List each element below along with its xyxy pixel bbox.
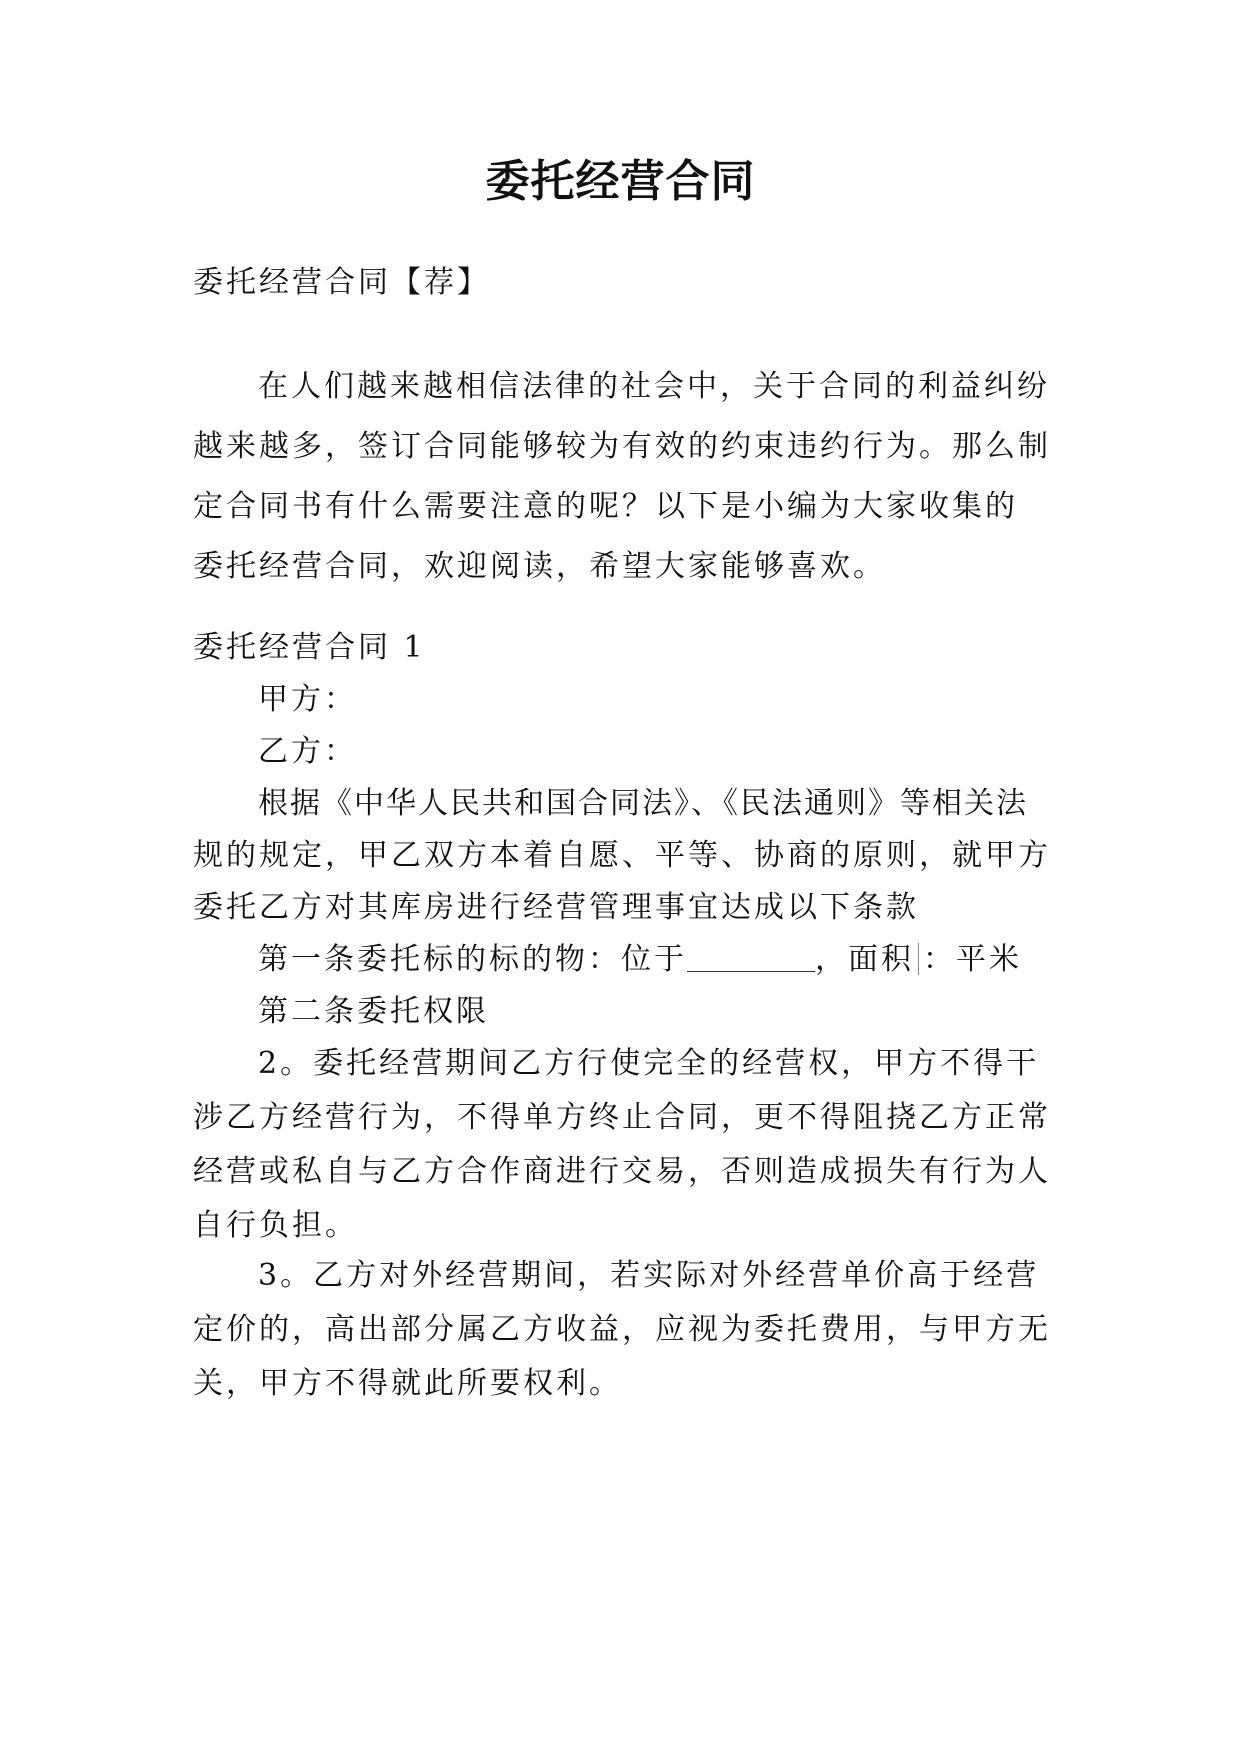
intro-line: 在人们越来越相信法律的社会中，关于合同的利益纠纷: [258, 369, 1050, 404]
article-2: 第二条委托权限: [258, 994, 489, 1029]
intro-line: 越来越多，签订合同能够较为有效的约束违约行为。那么制: [193, 429, 1051, 464]
clause-2-line: 经营或私自与乙方合作商进行交易，否则造成损失有行为人: [193, 1154, 1051, 1189]
intro-line: 定合同书有什么需要注意的呢？以下是小编为大家收集的: [193, 489, 1018, 524]
article-1-prefix: 第一条委托标的标的物：位于: [258, 942, 687, 977]
section-heading: 委托经营合同 1: [193, 630, 426, 665]
article-1: [193, 930, 1118, 990]
article-1-suffix: ：平米: [923, 942, 1022, 977]
clause-3-line: 3。乙方对外经营期间，若实际对外经营单价高于经营: [258, 1258, 1040, 1293]
article-1-middle: ，面积: [815, 942, 914, 977]
party-b-label: 乙方：: [258, 734, 357, 769]
clause-2-line: 自行负担。: [193, 1208, 358, 1243]
intro-line: 委托经营合同，欢迎阅读，希望大家能够喜欢。: [193, 549, 886, 584]
basis-line: 委托乙方对其库房进行经营管理事宜达成以下条款: [193, 890, 919, 925]
basis-line: 根据《中华人民共和国合同法》、《民法通则》等相关法: [258, 786, 1028, 821]
clause-3-line: 定价的，高出部分属乙方收益，应视为委托费用，与甲方无: [193, 1312, 1051, 1347]
clause-3-line: 关，甲方不得就此所要权利。: [193, 1366, 622, 1401]
document-subtitle: 委托经营合同【荐】: [193, 265, 490, 300]
party-a-label: 甲方：: [258, 682, 357, 717]
location-blank: [687, 941, 815, 972]
intro-paragraph: [193, 357, 1053, 597]
text-cursor: [918, 943, 919, 975]
clause-3-paragraph: [193, 1246, 1053, 1414]
clause-2-line: 涉乙方经营行为，不得单方终止合同，更不得阻挠乙方正常: [193, 1100, 1051, 1135]
basis-line: 规的规定，甲乙双方本着自愿、平等、协商的原则，就甲方: [193, 838, 1051, 873]
document-title: 委托经营合同: [485, 156, 756, 207]
basis-paragraph: [193, 774, 1053, 938]
clause-2-line: 2。委托经营期间乙方行使完全的经营权，甲方不得干: [258, 1046, 1040, 1081]
clause-2-paragraph: [193, 1034, 1053, 1256]
